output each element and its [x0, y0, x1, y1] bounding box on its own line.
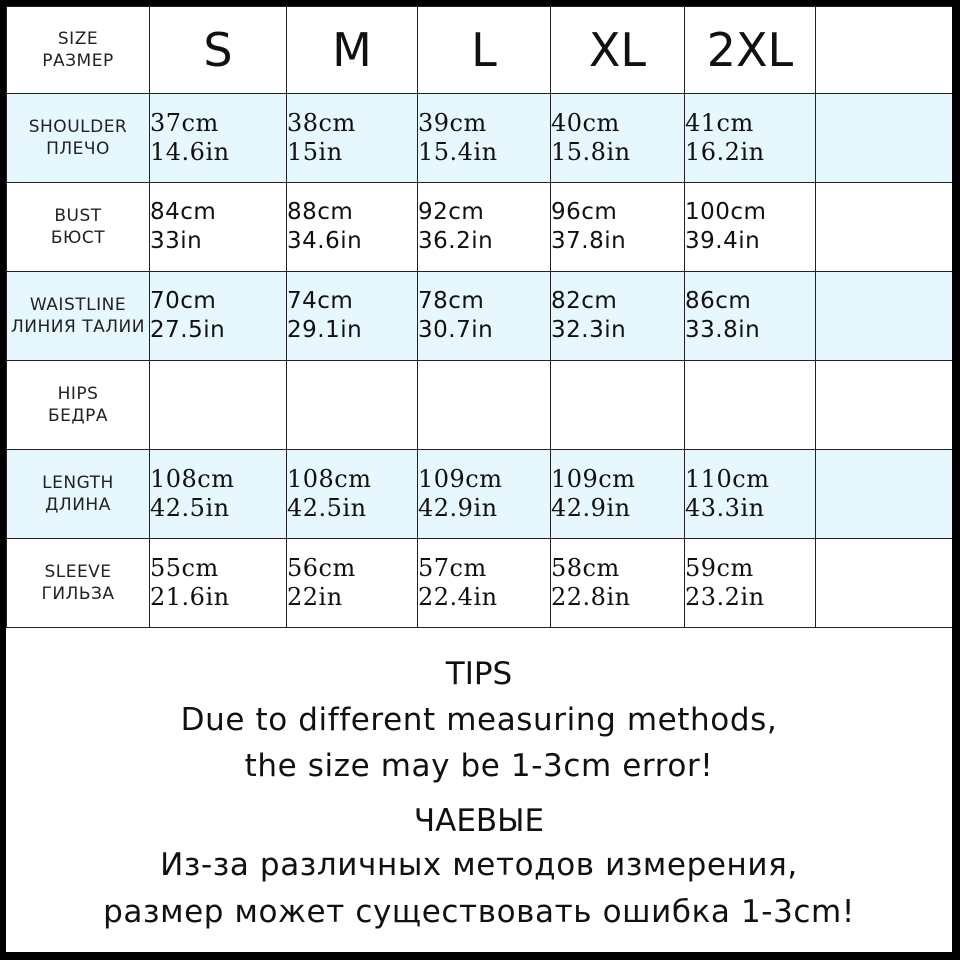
- measurement-label-ru: БЮСТ: [50, 228, 106, 248]
- measurement-label-ru: ПЛЕЧО: [46, 139, 110, 159]
- measurement-label-ru: БЕДРА: [47, 406, 109, 426]
- measurement-value: [287, 183, 418, 272]
- value-in: 42.5in: [150, 494, 230, 522]
- tips-line-1-ru: Из-за различных методов измерения,: [160, 847, 798, 883]
- value-cm: 96cm: [551, 199, 618, 225]
- tips-title: TIPS: [445, 656, 513, 692]
- value-in: 43.3in: [685, 494, 765, 522]
- measurement-label-en: WAISTLINE: [29, 295, 127, 315]
- value-cm: 41cm: [685, 109, 754, 137]
- value-cm: 74cm: [287, 288, 354, 314]
- value-cm: 78cm: [418, 288, 485, 314]
- measurement-value: [551, 94, 685, 183]
- measurement-value: [287, 361, 418, 450]
- value-in: 23.2in: [685, 583, 765, 611]
- value-cm: 56cm: [287, 554, 356, 582]
- value-in: 42.9in: [418, 494, 498, 522]
- measurement-label: [7, 450, 150, 539]
- measurement-value: [685, 183, 816, 272]
- value-cm: 59cm: [685, 554, 754, 582]
- size-column-header: [816, 7, 953, 94]
- value-in: 15.8in: [551, 138, 631, 166]
- size-chart: [6, 6, 952, 952]
- tips-section: [6, 638, 952, 952]
- table-row: [7, 94, 953, 183]
- measurement-value: [150, 539, 287, 628]
- measurement-value: [685, 450, 816, 539]
- value-cm: 37cm: [150, 109, 219, 137]
- measurement-value: [816, 272, 953, 361]
- measurement-value: [816, 450, 953, 539]
- measurement-value: [150, 272, 287, 361]
- table-row: [7, 361, 953, 450]
- value-cm: 55cm: [150, 554, 219, 582]
- value-cm: 58cm: [551, 554, 620, 582]
- measurement-value: [287, 272, 418, 361]
- size-column-header: M: [287, 7, 418, 94]
- value-cm: 92cm: [418, 199, 485, 225]
- size-table: [6, 6, 952, 628]
- measurement-value: [418, 450, 551, 539]
- value-cm: 70cm: [150, 288, 217, 314]
- value-in: 15.4in: [418, 138, 498, 166]
- value-cm: 108cm: [287, 465, 372, 493]
- measurement-label: [7, 94, 150, 183]
- size-column-header: L: [418, 7, 551, 94]
- value-cm: 110cm: [685, 465, 770, 493]
- value-in: 39.4in: [685, 228, 761, 254]
- size-label-ru: РАЗМЕР: [42, 51, 114, 71]
- measurement-value: [551, 272, 685, 361]
- measurement-value: [551, 539, 685, 628]
- value-in: 34.6in: [287, 228, 363, 254]
- value-cm: 57cm: [418, 554, 487, 582]
- value-in: 14.6in: [150, 138, 230, 166]
- value-in: 21.6in: [150, 583, 230, 611]
- measurement-value: [150, 361, 287, 450]
- value-in: 32.3in: [551, 317, 627, 343]
- value-cm: 108cm: [150, 465, 235, 493]
- value-in: 27.5in: [150, 317, 226, 343]
- measurement-label-en: SHOULDER: [28, 117, 128, 137]
- value-in: 42.5in: [287, 494, 367, 522]
- table-row: [7, 183, 953, 272]
- tips-line-2-ru: размер может существовать ошибка 1-3cm!: [103, 894, 855, 930]
- measurement-value: [287, 450, 418, 539]
- value-in: 30.7in: [418, 317, 494, 343]
- value-cm: 86cm: [685, 288, 752, 314]
- value-in: 33.8in: [685, 317, 761, 343]
- value-cm: 40cm: [551, 109, 620, 137]
- value-cm: 109cm: [551, 465, 636, 493]
- table-row: [7, 450, 953, 539]
- measurement-value: [551, 183, 685, 272]
- value-in: 22.4in: [418, 583, 498, 611]
- value-cm: 84cm: [150, 199, 217, 225]
- value-cm: 88cm: [287, 199, 354, 225]
- tips-line-2: the size may be 1-3cm error!: [244, 748, 714, 784]
- measurement-value: [150, 450, 287, 539]
- measurement-label-en: BUST: [54, 206, 102, 226]
- size-column-header: 2XL: [685, 7, 816, 94]
- measurement-value: [287, 539, 418, 628]
- value-cm: 39cm: [418, 109, 487, 137]
- measurement-value: [685, 361, 816, 450]
- measurement-label: [7, 272, 150, 361]
- measurement-value: [418, 94, 551, 183]
- measurement-label: [7, 361, 150, 450]
- value-cm: 38cm: [287, 109, 356, 137]
- measurement-label-ru: ЛИНИЯ ТАЛИИ: [11, 317, 145, 337]
- measurement-label-en: SLEEVE: [44, 562, 112, 582]
- value-in: 36.2in: [418, 228, 494, 254]
- size-label-cell: [7, 7, 150, 94]
- size-column-header: XL: [551, 7, 685, 94]
- measurement-value: [685, 539, 816, 628]
- measurement-value: [150, 94, 287, 183]
- table-row: [7, 272, 953, 361]
- value-cm: 100cm: [685, 199, 767, 225]
- value-in: 29.1in: [287, 317, 363, 343]
- measurement-value: [287, 94, 418, 183]
- measurement-value: [551, 361, 685, 450]
- measurement-label-ru: ДЛИНА: [45, 495, 111, 515]
- measurement-label: [7, 183, 150, 272]
- measurement-value: [551, 450, 685, 539]
- measurement-value: [418, 361, 551, 450]
- measurement-value: [418, 539, 551, 628]
- measurement-label-en: LENGTH: [42, 473, 114, 493]
- size-label-en: SIZE: [57, 29, 99, 49]
- value-in: 16.2in: [685, 138, 765, 166]
- value-in: 33in: [150, 228, 203, 254]
- measurement-value: [816, 94, 953, 183]
- value-cm: 82cm: [551, 288, 618, 314]
- measurement-value: [816, 539, 953, 628]
- measurement-value: [685, 94, 816, 183]
- tips-title-ru: ЧАЕВЫЕ: [413, 803, 545, 839]
- value-in: 37.8in: [551, 228, 627, 254]
- measurement-label-ru: ГИЛЬЗА: [41, 584, 115, 604]
- measurement-label: [7, 539, 150, 628]
- value-cm: 109cm: [418, 465, 503, 493]
- measurement-value: [816, 361, 953, 450]
- value-in: 15in: [287, 138, 343, 166]
- measurement-label-en: HIPS: [57, 384, 99, 404]
- tips-line-1: Due to different measuring methods,: [180, 702, 778, 738]
- size-header-row: [7, 7, 953, 94]
- value-in: 22.8in: [551, 583, 631, 611]
- measurement-value: [816, 183, 953, 272]
- value-in: 42.9in: [551, 494, 631, 522]
- measurement-value: [418, 183, 551, 272]
- measurement-value: [685, 272, 816, 361]
- value-in: 22in: [287, 583, 343, 611]
- measurement-value: [418, 272, 551, 361]
- size-column-header: S: [150, 7, 287, 94]
- table-row: [7, 539, 953, 628]
- measurement-value: [150, 183, 287, 272]
